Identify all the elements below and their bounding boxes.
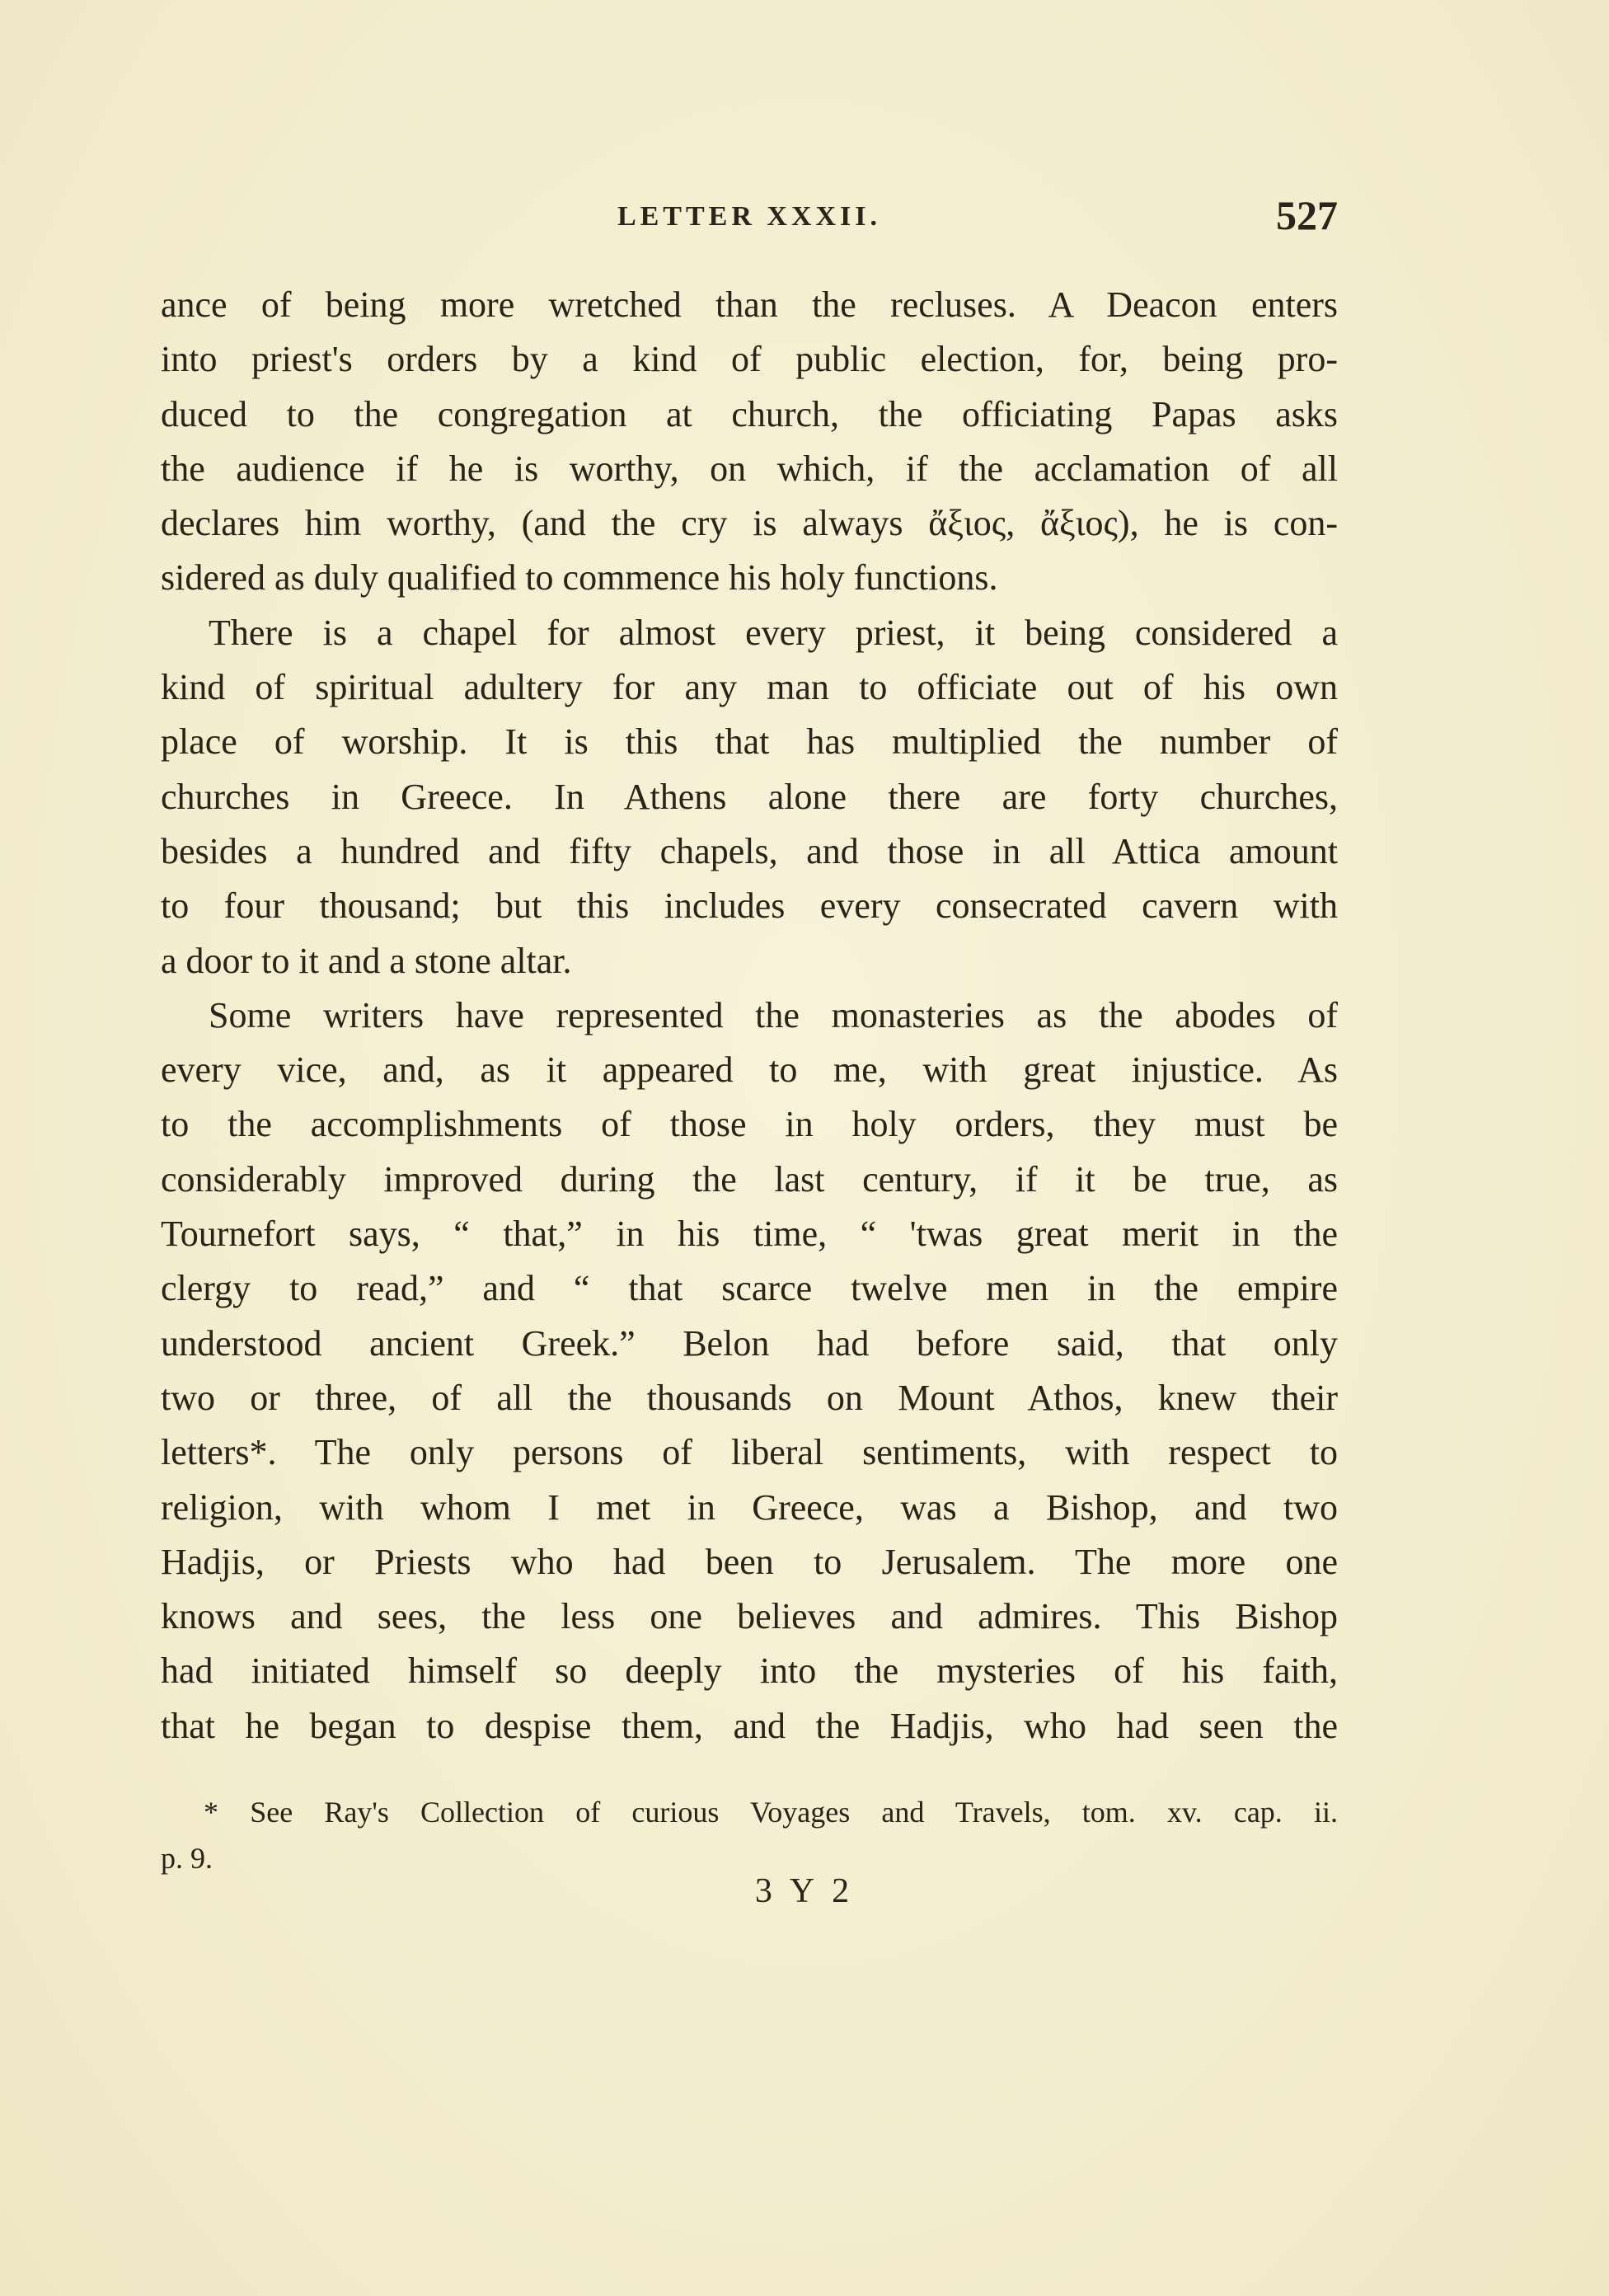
text-line: that he began to despise them, and the Hadjis, who had seen the — [161, 1705, 1338, 1746]
text-line: churches in Greece. In Athens alone there are forty churches, — [161, 776, 1338, 817]
text-line: into priest's orders by a kind of public election, for, being pro- — [161, 339, 1338, 380]
footnote-line: p. 9. — [161, 1842, 213, 1875]
text-line: ance of being more wretched than the recluses. A Deacon enters — [161, 284, 1338, 325]
footnote-line: * See Ray's Collection of curious Voyages and Travels, tom. xv. cap. ii. — [204, 1796, 1338, 1829]
text-line: place of worship. It is this that has multiplied the number of — [161, 721, 1338, 763]
text-line: clergy to read,” and “ that scarce twelve men in the empire — [161, 1268, 1338, 1309]
text-line: understood ancient Greek.” Belon had before said, that only — [161, 1322, 1338, 1364]
text-line: There is a chapel for almost every priest, it being considered a — [209, 612, 1338, 653]
footnote — [161, 1789, 1338, 1881]
text-line: Hadjis, or Priests who had been to Jerusalem. The more one — [161, 1541, 1338, 1582]
running-head — [161, 191, 1338, 241]
text-line: kind of spiritual adultery for any man to officiate out of his own — [161, 667, 1338, 708]
text-line: knows and sees, the less one believes and admires. This Bishop — [161, 1596, 1338, 1637]
text-line: besides a hundred and fifty chapels, and those in all Attica amount — [161, 830, 1338, 871]
text-line: letters*. The only persons of liberal sentiments, with respect to — [161, 1432, 1338, 1473]
text-line: a door to it and a stone altar. — [161, 940, 572, 981]
text-line: Tournefort says, “ that,” in his time, “ 'twas great merit in the — [161, 1214, 1338, 1255]
text-line: considerably improved during the last century, if it be true, as — [161, 1158, 1338, 1200]
signature-mark: 3 Y 2 — [754, 1872, 855, 1910]
text-line: the audience if he is worthy, on which, if the acclamation of all — [161, 448, 1338, 489]
text-line: declares him worthy, (and the cry is always ἄξιος, ἄξιος), he is con- — [161, 503, 1338, 544]
text-line: to four thousand; but this includes every consecrated cavern with — [161, 885, 1338, 927]
text-line: Some writers have represented the monasteries as the abodes of — [209, 994, 1338, 1035]
text-line: had initiated himself so deeply into the mysteries of his faith, — [161, 1650, 1338, 1692]
text-line: two or three, of all the thousands on Mount Athos, knew their — [161, 1377, 1338, 1418]
text-line: duced to the congregation at church, the officiating Papas asks — [161, 393, 1338, 434]
text-line: every vice, and, as it appeared to me, with great injustice. As — [161, 1049, 1338, 1091]
text-line: to the accomplishments of those in holy orders, they must be — [161, 1104, 1338, 1145]
body-text — [161, 278, 1338, 1754]
running-title: LETTER XXXII. — [617, 201, 882, 232]
text-line: religion, with whom I met in Greece, was a Bishop, and two — [161, 1486, 1338, 1528]
page-number: 527 — [1276, 192, 1338, 238]
text-line: sidered as duly qualified to commence his holy functions. — [161, 557, 998, 599]
